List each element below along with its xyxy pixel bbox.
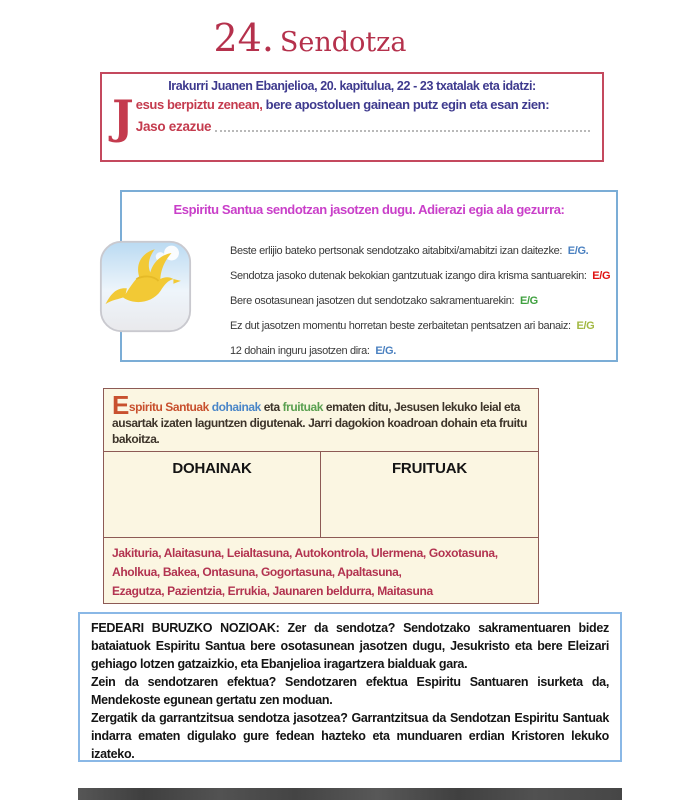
dohainak-header: DOHAINAK (172, 460, 252, 477)
tf-answer-choice[interactable]: E/G (519, 295, 538, 307)
lesson-number: 24. (213, 16, 274, 60)
gospel-quote (136, 97, 592, 112)
tf-item (230, 264, 610, 289)
word-bank (104, 538, 538, 601)
gifts-table (104, 451, 538, 538)
intro-fruituak: fruituak (282, 400, 323, 414)
true-false-list (230, 239, 610, 364)
word-bank-line: Aholkua, Bakea, Ontasuna, Gogortasuna, Apaltasuna, (112, 565, 402, 579)
reading-box (100, 72, 604, 162)
tf-answer-choice[interactable]: E/G. (375, 345, 396, 357)
intro-espiritu: spiritu Santuak (128, 400, 209, 414)
notion-paragraph: Zergatik da garrantzitsua sendotza jasotzea? Garrantzitsua da Sendotzan Espiritu Santuak indarra ematen digulako gure fedean hazteko eta munduaren erdian Kristoren lekuko izateko. (91, 711, 609, 761)
fruituak-column (321, 452, 538, 537)
gifts-intro-text (104, 389, 538, 451)
tf-item (230, 289, 610, 314)
tf-statement: Ez dut jasotzen momentu horretan beste zerbaitetan pentsatzen ari banaiz: (230, 320, 571, 332)
tf-item (230, 239, 610, 264)
intro-eta: eta (263, 400, 283, 414)
true-false-heading: Espiritu Santua sendotzan jasotzen dugu. Adierazi egia ala gezurra: (173, 202, 565, 217)
tf-answer-choice[interactable]: E/G (576, 320, 595, 332)
word-bank-line: Jakituria, Alaitasuna, Leialtasuna, Autokontrola, Ulermena, Goxotasuna, (112, 546, 498, 560)
tf-statement: Beste erlijio bateko pertsonak sendotzako aitabitxi/amabitzi izan daitezke: (230, 245, 563, 257)
tf-statement: 12 dohain inguru jasotzen dira: (230, 345, 370, 357)
dohainak-column (104, 452, 321, 537)
intro-rest: ematen ditu, Jesusen lekuko leial eta ausartak izaten laguntzen digutenak. Jarri dagokion koadroan dohain eta fruitu bakoitza. (112, 400, 527, 446)
dropcap-j: J (112, 90, 134, 144)
word-bank-line: Ezagutza, Pazientzia, Errukia, Jaunaren beldurra, Maitasuna (112, 584, 433, 598)
fill-in-line[interactable] (215, 118, 590, 132)
dropcap-e: E (112, 390, 129, 420)
tf-item (230, 339, 610, 364)
notion-paragraph: FEDEARI BURUZKO NOZIOAK: Zer da sendotza? Sendotzako sakramentuaren bidez bataiatuok Espiritu Santua bere osotasunean jasotzen dugu, Jesukristo eta bere Eleizari gehiago lotzen gatzaizkio, eta Ebanjelioa iragartzera bialduak gara. (91, 621, 609, 671)
answer-prompt: Jaso ezazue (135, 119, 212, 134)
gifts-fruits-box (103, 388, 539, 604)
intro-dohainak: dohainak (208, 400, 264, 414)
tf-statement: Bere osotasunean jasotzen dut sendotzako sakramentuarekin: (230, 295, 515, 307)
tf-item (230, 314, 610, 339)
tf-answer-choice[interactable]: E/G. (567, 245, 589, 257)
lesson-name: Sendotza (279, 27, 407, 58)
quote-navy-part: bere apostoluen gainean putz egin eta esan zien: (262, 97, 550, 112)
tf-statement: Sendotza jasoko dutenak bekokian gantzutuak izango dira krisma santuarekin: (230, 270, 587, 282)
dove-icon (99, 240, 192, 333)
fruituak-header: FRUITUAK (391, 460, 468, 477)
notion-paragraph: Zein da sendotzaren efektua? Sendotzaren efektua Espiritu Santuaren isurketa da, Mendekoste egunean gertatu zen moduan. (91, 675, 609, 707)
faith-notions-box (78, 612, 622, 762)
page-cutoff-strip (78, 788, 622, 800)
fruituak-answer-cell[interactable] (321, 477, 538, 523)
quote-red-part: esus berpiztu zenean, (135, 97, 263, 112)
page-title (0, 16, 620, 60)
dohainak-answer-cell[interactable] (104, 477, 320, 523)
tf-answer-choice[interactable]: E/G (592, 270, 611, 282)
true-false-box (120, 190, 618, 362)
reading-instruction: Irakurri Juanen Ebanjelioa, 20. kapitulua, 22 - 23 txatalak eta idatzi: (168, 79, 536, 93)
